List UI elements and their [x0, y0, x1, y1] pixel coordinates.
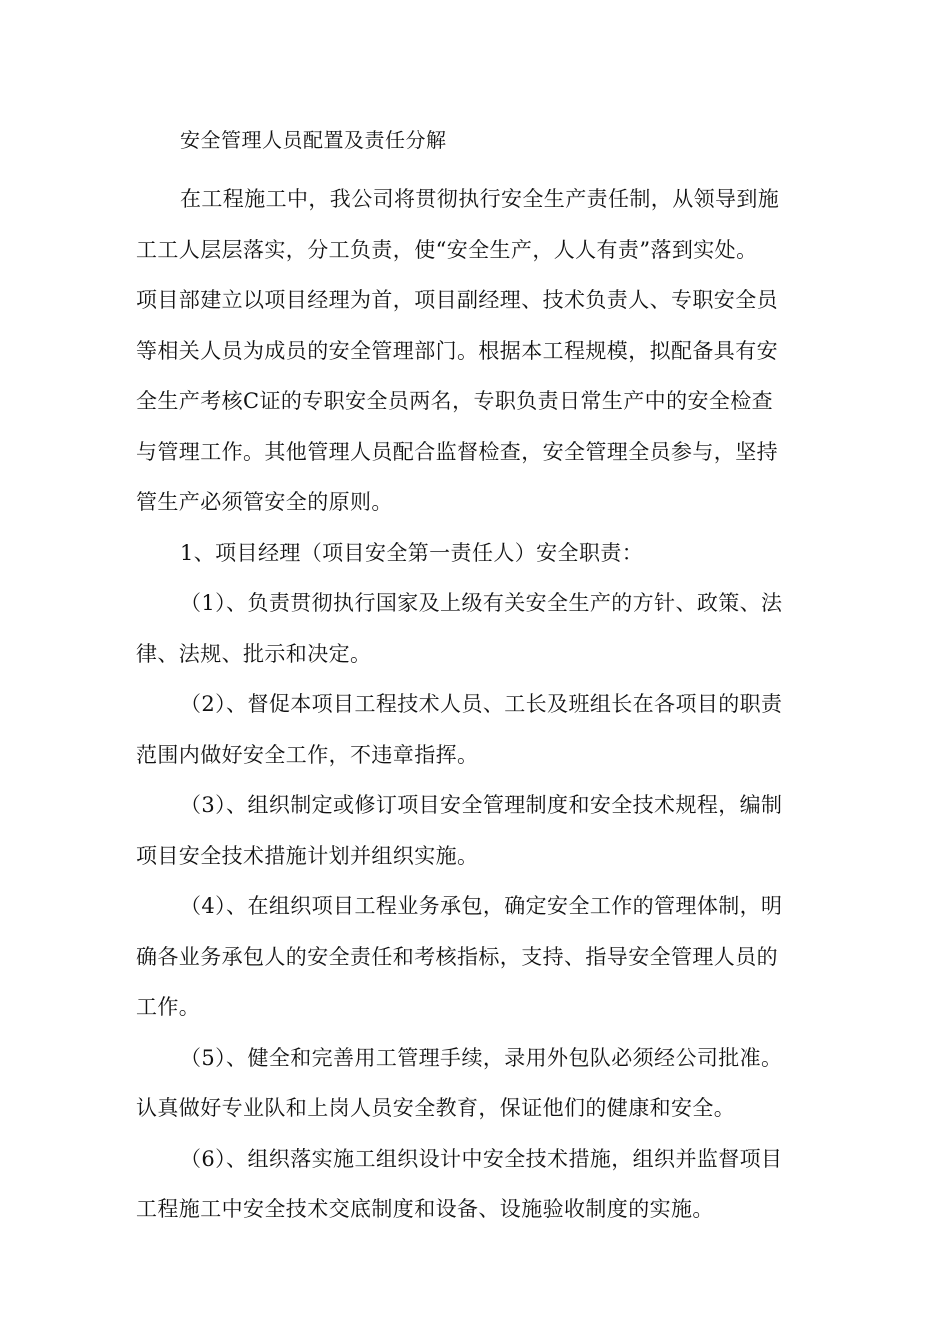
- text-line: 律、法规、批示和决定。: [136, 641, 372, 666]
- text-line: 与管理工作。其他管理人员配合监督检查，安全管理全员参与，坚持: [136, 439, 778, 464]
- text-line: （5）、健全和完善用工管理手续，录用外包队必须经公司批准。: [180, 1045, 783, 1070]
- duty-item-2: [136, 679, 826, 780]
- duty-item-3: [136, 780, 826, 881]
- document-title: 安全管理人员配置及责任分解: [180, 128, 447, 152]
- text-line: （4）、在组织项目工程业务承包，确定安全工作的管理体制，明: [180, 894, 783, 918]
- text-line: 确各业务承包人的安全责任和考核指标，支持、指导安全管理人员的: [136, 944, 778, 969]
- document-body: [136, 174, 826, 1235]
- text-line: 工程施工中安全技术交底制度和设备、设施验收制度的实施。: [136, 1197, 714, 1221]
- text-line: （6）、组织落实施工组织设计中安全技术措施，组织并监督项目: [180, 1146, 783, 1171]
- text-line: 认真做好专业队和上岗人员安全教育，保证他们的健康和安全。: [136, 1096, 736, 1120]
- duty-item-6: [136, 1134, 826, 1235]
- text-line: 工工人层层落实，分工负责，使“安全生产，人人有责”落到实处。: [136, 237, 758, 262]
- text-line: （3）、组织制定或修订项目安全管理制度和安全技术规程，编制: [180, 793, 783, 817]
- text-line: 全生产考核C证的专职安全员两名，专职负责日常生产中的安全检查: [136, 389, 774, 413]
- text-line: 等相关人员为成员的安全管理部门。根据本工程规模，拟配备具有安: [136, 338, 778, 363]
- duty-item-1: [136, 578, 826, 679]
- duty-item-4: [136, 881, 826, 1033]
- intro-paragraph: [136, 174, 826, 528]
- text-line: 管生产必须管安全的原则。: [136, 490, 393, 514]
- text-line: 工作。: [136, 995, 201, 1019]
- text-line: 项目安全技术措施计划并组织实施。: [136, 843, 479, 868]
- text-line: 范围内做好安全工作，不违章指挥。: [136, 742, 479, 767]
- text-line: （2）、督促本项目工程技术人员、工长及班组长在各项目的职责: [180, 692, 783, 716]
- text-line: 1、项目经理（项目安全第一责任人）安全职责：: [180, 540, 644, 565]
- duty-item-5: [136, 1033, 826, 1134]
- text-line: （1）、负责贯彻执行国家及上级有关安全生产的方针、政策、法: [180, 591, 783, 615]
- text-line: 在工程施工中，我公司将贯彻执行安全生产责任制，从领导到施: [180, 187, 780, 211]
- section-heading: [136, 528, 826, 579]
- text-line: 项目部建立以项目经理为首，项目副经理、技术负责人、专职安全员: [136, 288, 778, 312]
